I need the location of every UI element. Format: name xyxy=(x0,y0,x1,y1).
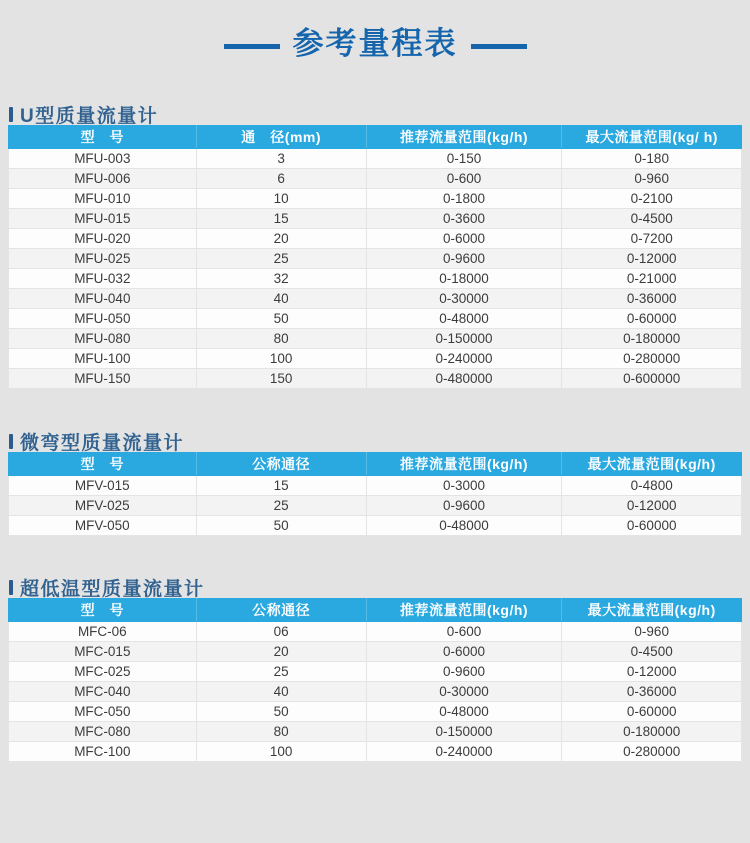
table-row xyxy=(9,742,742,762)
table-cell: MFU-100 xyxy=(9,349,197,369)
table-cell: MFV-050 xyxy=(9,516,197,536)
table-cell: MFU-050 xyxy=(9,309,197,329)
table-cell: 0-7200 xyxy=(562,229,742,249)
table-cell: 0-150 xyxy=(366,149,562,169)
table-cell: 50 xyxy=(196,516,366,536)
table-cell: 25 xyxy=(196,662,366,682)
table-cell: 0-60000 xyxy=(562,516,742,536)
section-heading-1 xyxy=(9,103,750,125)
section-heading-2 xyxy=(9,430,750,452)
column-header: 公称通径 xyxy=(196,453,366,476)
table-cell: MFU-010 xyxy=(9,189,197,209)
table-row xyxy=(9,369,742,389)
table-cell: 0-3600 xyxy=(366,209,562,229)
table-cell: 0-960 xyxy=(562,169,742,189)
table-cell: 15 xyxy=(196,209,366,229)
table-cell: MFV-025 xyxy=(9,496,197,516)
table-cell: 0-9600 xyxy=(366,662,562,682)
sections-container xyxy=(0,103,750,762)
table-row xyxy=(9,249,742,269)
column-header: 最大流量范围(kg/h) xyxy=(562,453,742,476)
table-cell: 0-600 xyxy=(366,622,562,642)
table-row xyxy=(9,269,742,289)
column-header: 公称通径 xyxy=(196,599,366,622)
table-cell: 10 xyxy=(196,189,366,209)
table-cell: MFU-150 xyxy=(9,369,197,389)
column-header: 推荐流量范围(kg/h) xyxy=(366,599,562,622)
table-cell: 0-60000 xyxy=(562,702,742,722)
table-row xyxy=(9,149,742,169)
table-cell: 0-480000 xyxy=(366,369,562,389)
table-cell: MFU-025 xyxy=(9,249,197,269)
table-row xyxy=(9,642,742,662)
table-cell: 40 xyxy=(196,289,366,309)
table-cell: 0-9600 xyxy=(366,496,562,516)
spec-table-2 xyxy=(8,452,742,536)
table-row xyxy=(9,349,742,369)
table-cell: 0-1800 xyxy=(366,189,562,209)
column-header: 通 径(mm) xyxy=(196,126,366,149)
section-bar-icon xyxy=(9,107,13,122)
table-cell: 32 xyxy=(196,269,366,289)
table-row xyxy=(9,722,742,742)
table-cell: 0-30000 xyxy=(366,682,562,702)
table-cell: 0-3000 xyxy=(366,476,562,496)
table-row xyxy=(9,209,742,229)
table-row xyxy=(9,309,742,329)
section-heading-label: U型质量流量计 xyxy=(20,105,159,127)
table-cell: 50 xyxy=(196,702,366,722)
title-dash-left xyxy=(224,44,280,49)
section-heading-label: 超低温型质量流量计 xyxy=(20,578,205,600)
table-cell: 0-240000 xyxy=(366,742,562,762)
table-cell: 80 xyxy=(196,722,366,742)
table-cell: MFC-080 xyxy=(9,722,197,742)
table-cell: 0-180 xyxy=(562,149,742,169)
table-cell: 6 xyxy=(196,169,366,189)
table-cell: 0-12000 xyxy=(562,496,742,516)
table-row xyxy=(9,289,742,309)
table-cell: 0-6000 xyxy=(366,229,562,249)
table-cell: 0-4500 xyxy=(562,209,742,229)
table-cell: 25 xyxy=(196,249,366,269)
table-row xyxy=(9,229,742,249)
table-cell: 0-4500 xyxy=(562,642,742,662)
table-cell: 100 xyxy=(196,742,366,762)
table-cell: 0-18000 xyxy=(366,269,562,289)
table-cell: 15 xyxy=(196,476,366,496)
table-cell: MFC-100 xyxy=(9,742,197,762)
table-row xyxy=(9,476,742,496)
table-cell: MFC-050 xyxy=(9,702,197,722)
table-row xyxy=(9,702,742,722)
table-header-row xyxy=(9,453,742,476)
table-cell: 40 xyxy=(196,682,366,702)
table-cell: 0-36000 xyxy=(562,289,742,309)
table-cell: 0-6000 xyxy=(366,642,562,662)
table-cell: 0-150000 xyxy=(366,722,562,742)
section-bar-icon xyxy=(9,434,13,449)
table-cell: MFU-015 xyxy=(9,209,197,229)
table-cell: 25 xyxy=(196,496,366,516)
table-cell: 150 xyxy=(196,369,366,389)
spec-table-1 xyxy=(8,125,742,389)
table-cell: MFU-040 xyxy=(9,289,197,309)
table-cell: 0-180000 xyxy=(562,329,742,349)
column-header: 型 号 xyxy=(9,453,197,476)
table-cell: MFC-06 xyxy=(9,622,197,642)
table-row xyxy=(9,682,742,702)
table-cell: MFU-003 xyxy=(9,149,197,169)
table-cell: 0-960 xyxy=(562,622,742,642)
table-cell: 3 xyxy=(196,149,366,169)
table-cell: 100 xyxy=(196,349,366,369)
page-title-block xyxy=(0,0,750,64)
title-dash-right xyxy=(471,44,527,49)
table-cell: MFU-080 xyxy=(9,329,197,349)
table-row xyxy=(9,169,742,189)
table-cell: 20 xyxy=(196,642,366,662)
table-cell: 0-600 xyxy=(366,169,562,189)
table-cell: 0-21000 xyxy=(562,269,742,289)
column-header: 推荐流量范围(kg/h) xyxy=(366,453,562,476)
table-cell: 0-600000 xyxy=(562,369,742,389)
table-row xyxy=(9,496,742,516)
table-cell: 0-12000 xyxy=(562,662,742,682)
section-heading-3 xyxy=(9,576,750,598)
column-header: 推荐流量范围(kg/h) xyxy=(366,126,562,149)
table-cell: 0-280000 xyxy=(562,349,742,369)
table-cell: 0-280000 xyxy=(562,742,742,762)
section-heading-label: 微弯型质量流量计 xyxy=(20,432,185,454)
table-row xyxy=(9,622,742,642)
table-cell: MFC-015 xyxy=(9,642,197,662)
table-row xyxy=(9,189,742,209)
table-cell: 50 xyxy=(196,309,366,329)
table-cell: 0-30000 xyxy=(366,289,562,309)
table-cell: 0-48000 xyxy=(366,516,562,536)
table-cell: 0-48000 xyxy=(366,309,562,329)
table-header-row xyxy=(9,599,742,622)
page-title: 参考量程表 xyxy=(292,26,458,61)
table-cell: 0-48000 xyxy=(366,702,562,722)
table-row xyxy=(9,516,742,536)
table-cell: MFU-032 xyxy=(9,269,197,289)
table-cell: 0-2100 xyxy=(562,189,742,209)
table-cell: 0-12000 xyxy=(562,249,742,269)
table-cell: MFC-025 xyxy=(9,662,197,682)
table-cell: MFC-040 xyxy=(9,682,197,702)
table-row xyxy=(9,329,742,349)
table-cell: 06 xyxy=(196,622,366,642)
table-cell: 0-180000 xyxy=(562,722,742,742)
spec-table-3 xyxy=(8,598,742,762)
table-cell: 20 xyxy=(196,229,366,249)
table-cell: 80 xyxy=(196,329,366,349)
column-header: 型 号 xyxy=(9,126,197,149)
table-cell: 0-60000 xyxy=(562,309,742,329)
table-cell: MFV-015 xyxy=(9,476,197,496)
section-bar-icon xyxy=(9,580,13,595)
table-cell: 0-240000 xyxy=(366,349,562,369)
column-header: 最大流量范围(kg/h) xyxy=(562,599,742,622)
column-header: 最大流量范围(kg/ h) xyxy=(562,126,742,149)
column-header: 型 号 xyxy=(9,599,197,622)
table-header-row xyxy=(9,126,742,149)
table-cell: MFU-020 xyxy=(9,229,197,249)
table-cell: 0-9600 xyxy=(366,249,562,269)
table-row xyxy=(9,662,742,682)
table-cell: 0-150000 xyxy=(366,329,562,349)
table-cell: 0-4800 xyxy=(562,476,742,496)
table-cell: 0-36000 xyxy=(562,682,742,702)
table-cell: MFU-006 xyxy=(9,169,197,189)
